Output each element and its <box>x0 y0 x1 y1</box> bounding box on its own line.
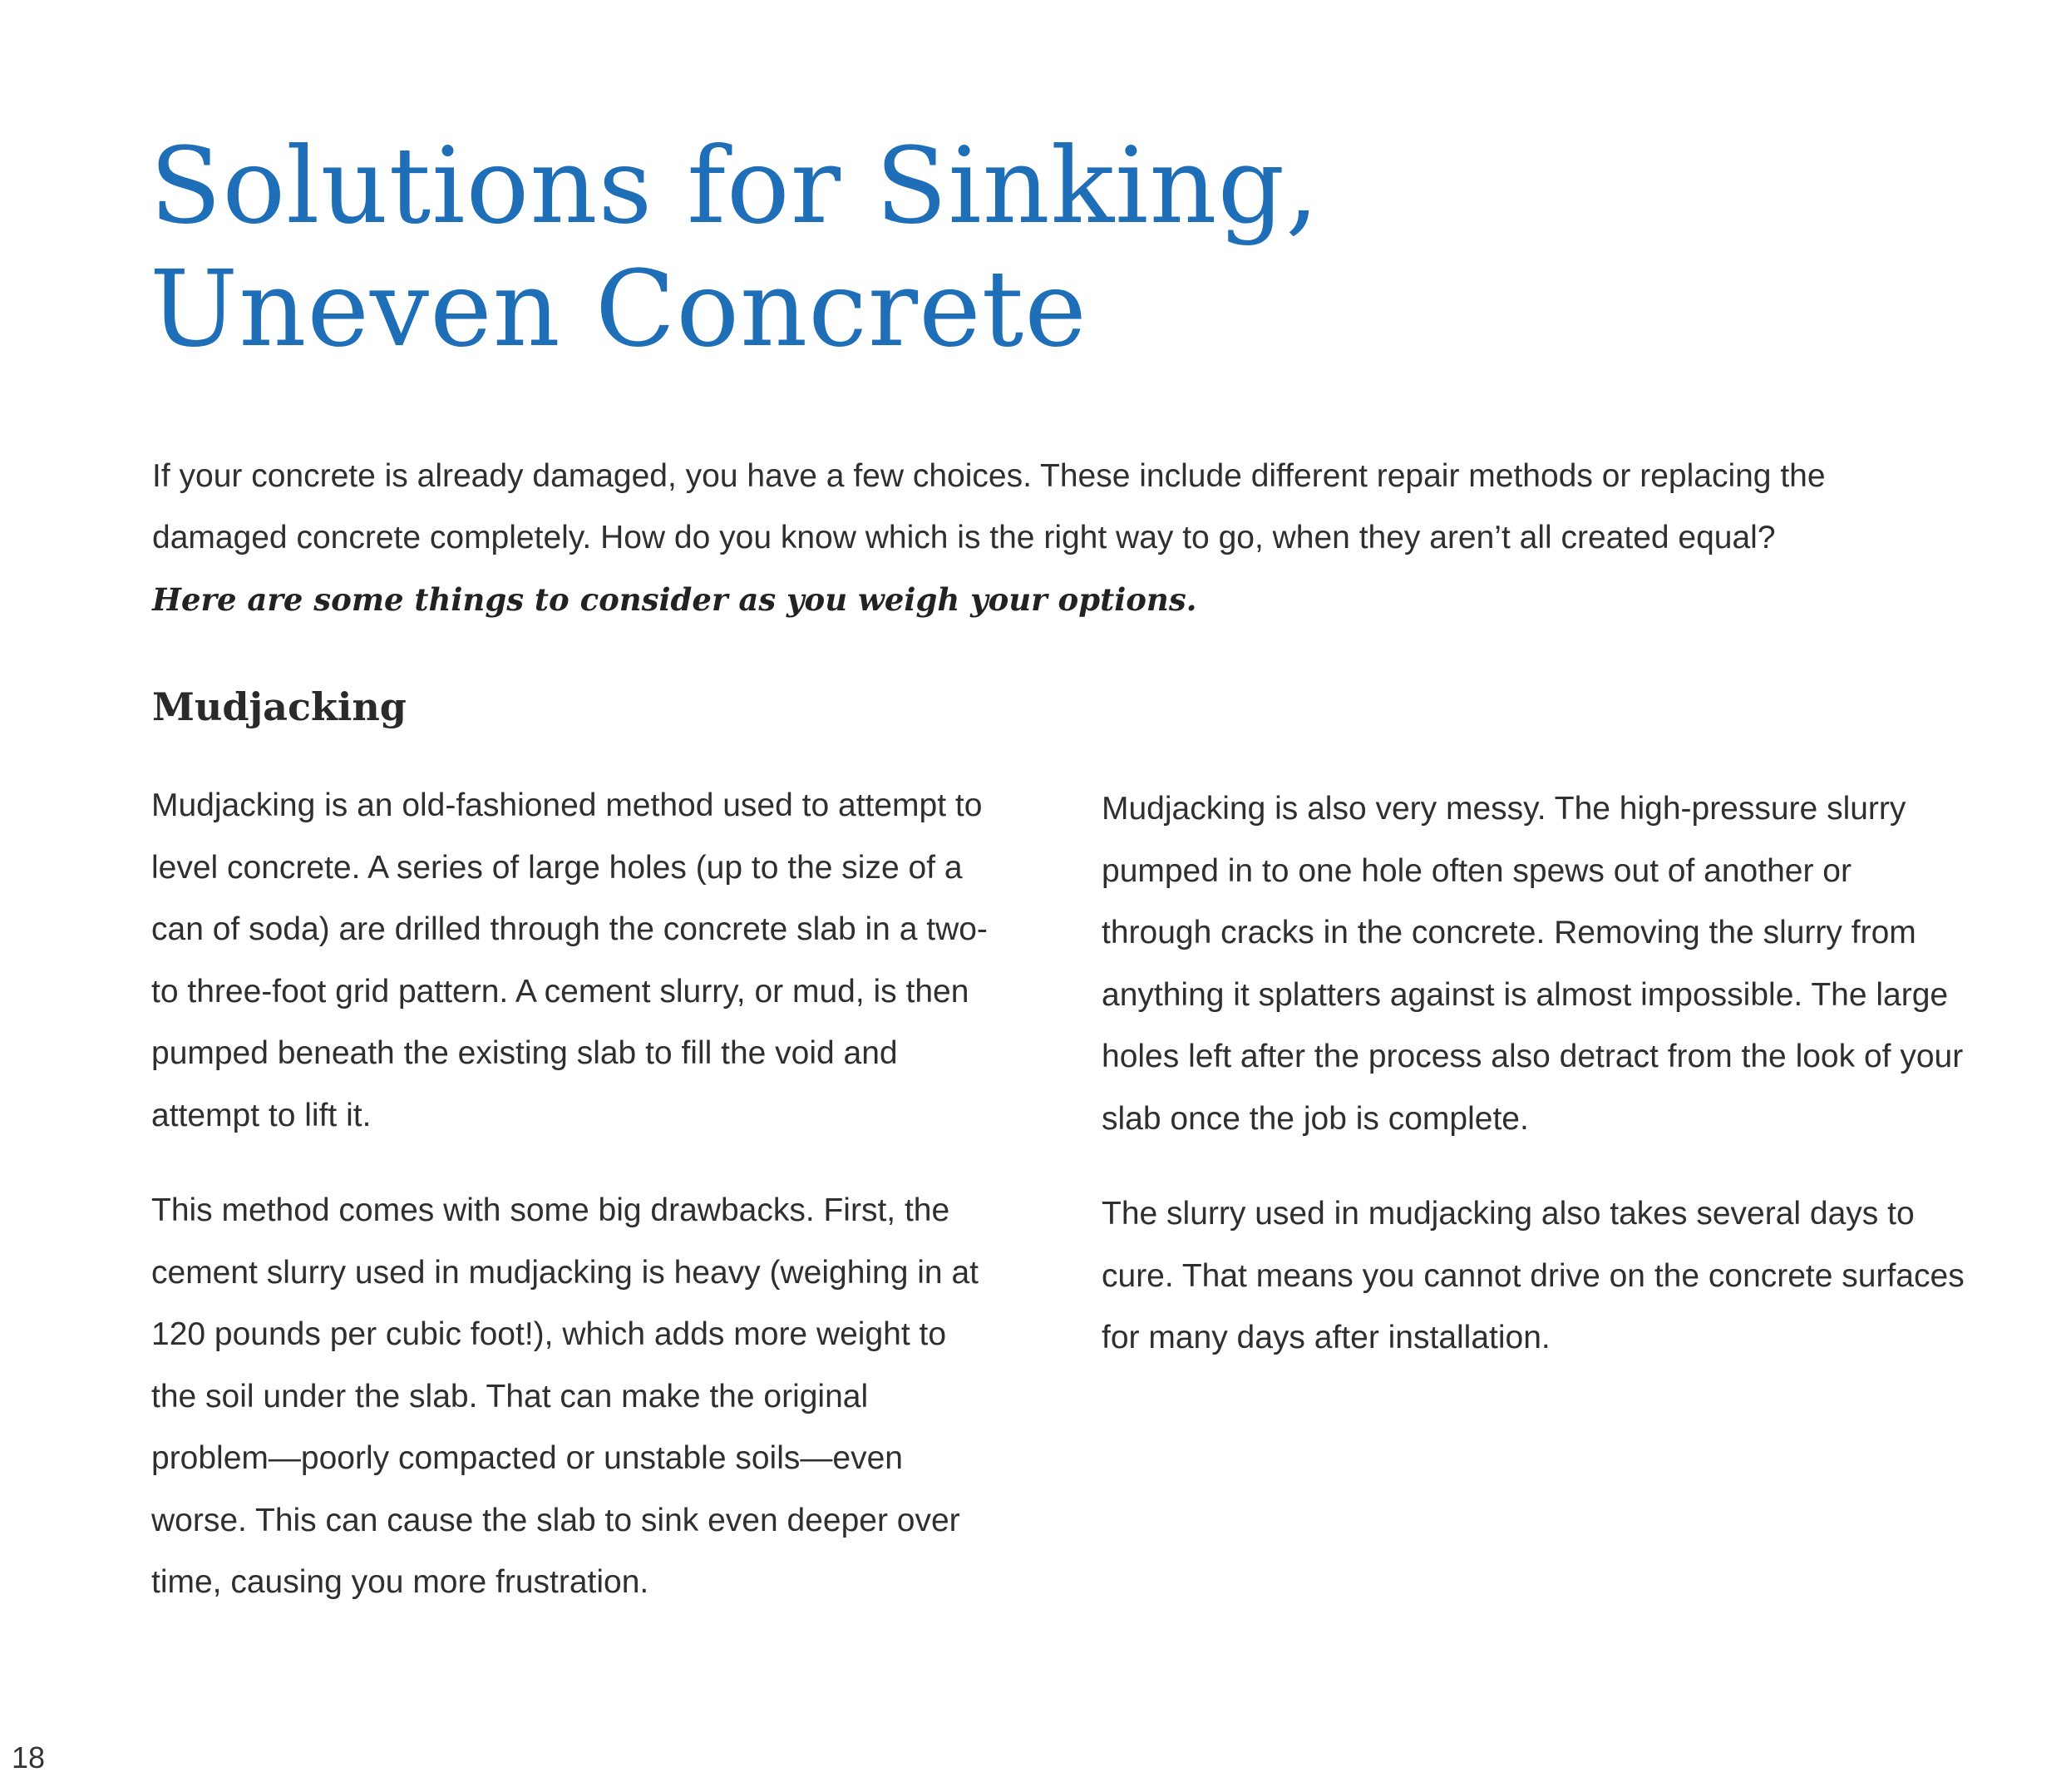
left-column <box>151 775 991 1647</box>
intro-text: If your concrete is already damaged, you have a few choices. These include different repair methods or replacing the damaged concrete completely. How do you know which is the right way to go, when they aren’t all created equal? <box>152 458 1826 555</box>
right-paragraph-1: Mudjacking is also very messy. The high-pressure slurry pumped in to one hole often spews out of another or through cracks in the concrete. Removing the slurry from anything it splatters against is almost impossible. The large holes left after the process also detract from the look of your slab once the job is complete. <box>1102 791 1964 1137</box>
left-paragraph-1: Mudjacking is an old-fashioned method used to attempt to level concrete. A series of large holes (up to the size of a can of soda) are drilled through the concrete slab in a two- to three-foot grid pattern. A cement slurry, or mud, is then pumped beneath the existing slab to fill the void and attempt to lift it. <box>151 787 988 1133</box>
right-column <box>1102 778 1966 1403</box>
page-number: 18 <box>12 1740 46 1775</box>
right-paragraph-2: The slurry used in mudjacking also takes several days to cure. That means you cannot drive on the concrete surfaces for many days after installation. <box>1102 1196 1965 1355</box>
intro-paragraph <box>152 446 1965 630</box>
intro-lead-text: Here are some things to consider as you weigh your options. <box>152 581 1197 618</box>
section-heading: Mudjacking <box>152 684 407 729</box>
page-title-line-1: Solutions for Sinking, <box>150 125 1320 247</box>
page-title-line-2: Uneven Concrete <box>150 248 1087 370</box>
left-paragraph-2: This method comes with some big drawbacks. First, the cement slurry used in mudjacking is heavy (weighing in at 120 pounds per cubic foot!), which adds more weight to the soil under the slab. That can make the original problem—poorly compacted or unstable soils—even worse. This can cause the slab to sink even deeper over time, causing you more frustration. <box>151 1192 979 1600</box>
page-title <box>150 125 1319 371</box>
